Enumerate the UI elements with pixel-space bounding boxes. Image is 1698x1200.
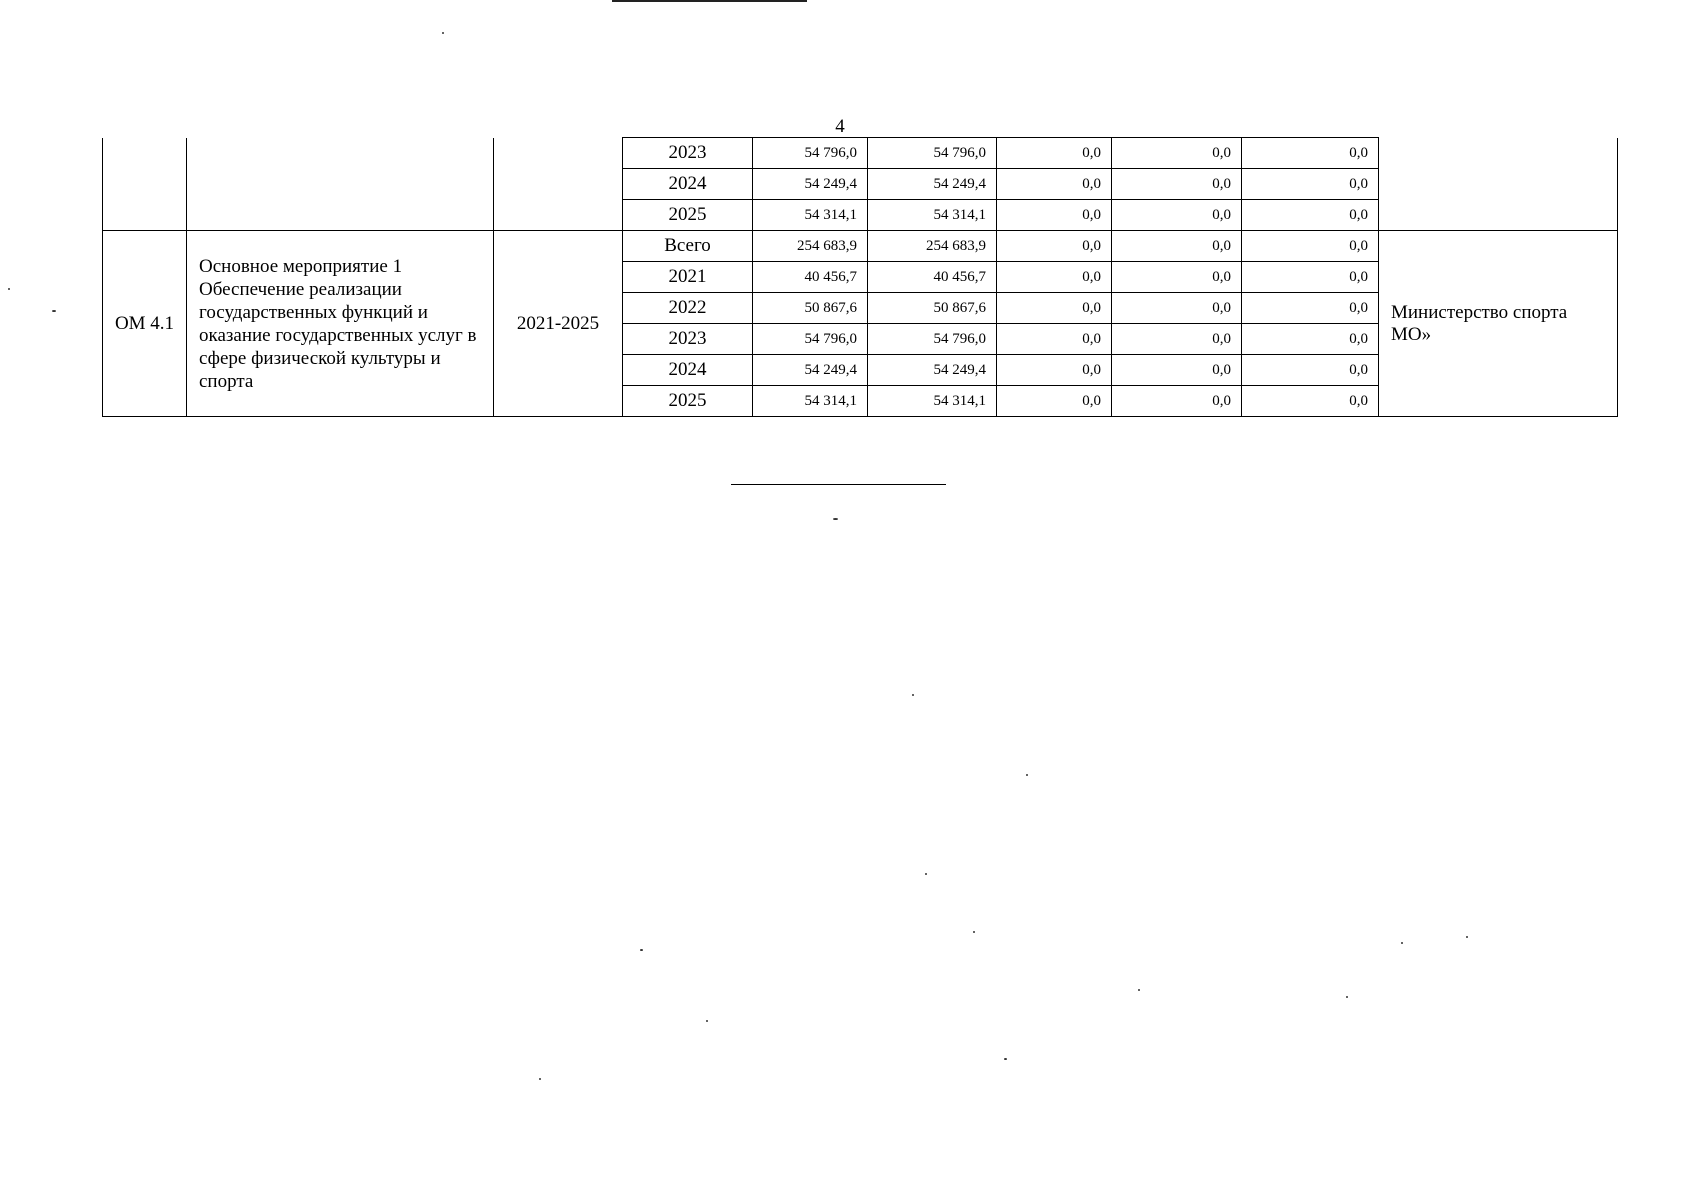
value-cell: 0,0 — [1242, 324, 1379, 355]
value-cell: 0,0 — [1112, 231, 1242, 262]
scan-speck — [539, 1078, 541, 1080]
scan-speck — [1004, 1058, 1007, 1060]
scan-speck — [640, 949, 643, 951]
year-cell: 2024 — [623, 169, 753, 200]
scan-speck — [973, 931, 975, 933]
code-cell-empty — [103, 138, 187, 231]
value-cell: 0,0 — [997, 293, 1112, 324]
table-row — [103, 138, 1618, 169]
value-cell: 0,0 — [1112, 138, 1242, 169]
value-cell: 54 314,1 — [753, 386, 868, 417]
value-cell: 0,0 — [1242, 355, 1379, 386]
value-cell: 254 683,9 — [753, 231, 868, 262]
value-cell: 54 249,4 — [868, 169, 997, 200]
value-cell: 54 249,4 — [868, 355, 997, 386]
value-cell: 54 249,4 — [753, 355, 868, 386]
value-cell: 0,0 — [997, 262, 1112, 293]
value-cell: 0,0 — [1112, 324, 1242, 355]
scan-speck — [925, 873, 927, 875]
value-cell: 0,0 — [1242, 386, 1379, 417]
scan-speck — [1026, 774, 1028, 776]
year-cell: 2025 — [623, 200, 753, 231]
value-cell: 0,0 — [1242, 293, 1379, 324]
value-cell: 0,0 — [997, 138, 1112, 169]
table-row — [103, 231, 1618, 262]
scan-top-mark — [612, 0, 807, 2]
value-cell: 54 796,0 — [753, 324, 868, 355]
value-cell: 0,0 — [1112, 262, 1242, 293]
measure-period: 2021-2025 — [494, 231, 623, 417]
value-cell: 54 796,0 — [753, 138, 868, 169]
scan-speck — [1138, 989, 1140, 991]
year-cell: 2023 — [623, 324, 753, 355]
value-cell: 0,0 — [1242, 231, 1379, 262]
value-cell: 40 456,7 — [753, 262, 868, 293]
year-cell: 2022 — [623, 293, 753, 324]
value-cell: 0,0 — [1112, 200, 1242, 231]
measure-executor: Министерство спорта МО» — [1379, 231, 1618, 417]
year-cell: 2023 — [623, 138, 753, 169]
period-cell-empty — [494, 138, 623, 231]
year-cell: 2025 — [623, 386, 753, 417]
value-cell: 54 314,1 — [753, 200, 868, 231]
value-cell: 54 249,4 — [753, 169, 868, 200]
value-cell: 0,0 — [997, 324, 1112, 355]
value-cell: 50 867,6 — [868, 293, 997, 324]
scan-speck — [442, 32, 444, 34]
year-cell: Всего — [623, 231, 753, 262]
value-cell: 0,0 — [1112, 169, 1242, 200]
measure-name: Основное мероприятие 1 Обеспечение реализации государственных функций и оказание государственных услуг в сфере физической культуры и спорта — [187, 231, 494, 417]
closing-rule — [731, 484, 946, 485]
value-cell: 0,0 — [997, 355, 1112, 386]
year-cell: 2021 — [623, 262, 753, 293]
value-cell: 0,0 — [1112, 386, 1242, 417]
value-cell: 0,0 — [1242, 200, 1379, 231]
executor-cell-empty — [1379, 138, 1618, 231]
value-cell: 0,0 — [1112, 355, 1242, 386]
value-cell: 54 796,0 — [868, 324, 997, 355]
value-cell: 0,0 — [1242, 262, 1379, 293]
value-cell: 0,0 — [997, 200, 1112, 231]
scan-speck — [1401, 942, 1403, 944]
value-cell: 0,0 — [1112, 293, 1242, 324]
value-cell: 54 314,1 — [868, 200, 997, 231]
value-cell: 0,0 — [997, 169, 1112, 200]
value-cell: 40 456,7 — [868, 262, 997, 293]
value-cell: 0,0 — [997, 386, 1112, 417]
measure-code: ОМ 4.1 — [103, 231, 187, 417]
value-cell: 254 683,9 — [868, 231, 997, 262]
scan-speck — [1346, 996, 1348, 998]
scan-speck — [912, 694, 914, 696]
scan-speck — [8, 288, 10, 290]
name-cell-empty — [187, 138, 494, 231]
financing-table — [102, 137, 1618, 417]
value-cell: 50 867,6 — [753, 293, 868, 324]
scan-speck — [833, 518, 838, 520]
page-number: 4 — [835, 116, 845, 137]
value-cell: 0,0 — [997, 231, 1112, 262]
scan-speck — [706, 1020, 708, 1022]
year-cell: 2024 — [623, 355, 753, 386]
scan-speck — [52, 310, 56, 312]
value-cell: 0,0 — [1242, 138, 1379, 169]
value-cell: 54 796,0 — [868, 138, 997, 169]
scan-speck — [1466, 936, 1468, 938]
value-cell: 54 314,1 — [868, 386, 997, 417]
value-cell: 0,0 — [1242, 169, 1379, 200]
